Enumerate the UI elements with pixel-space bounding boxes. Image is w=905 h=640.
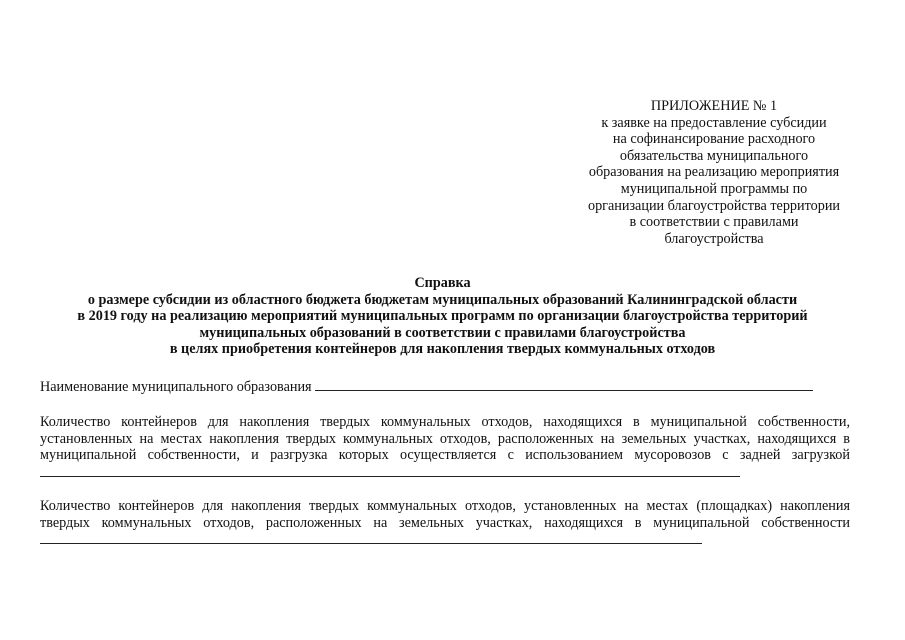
- title-line: о размере субсидии из областного бюджета бюджетам муниципальных образований Калининградской области: [87, 291, 798, 308]
- appendix-header: [564, 98, 864, 247]
- title-line: муниципальных образований в соответствии с правилами благоустройства: [199, 324, 686, 341]
- document-title: [20, 275, 865, 358]
- containers-sites-fill-line[interactable]: [40, 531, 702, 544]
- containers-rear-loading-label: Количество контейнеров для накопления твердых коммунальных отходов, находящихся в муниципальной собственности, установленных на местах накопления твердых коммунальных отходов, расположенных на земельных участках, находящихся в муниципальной собственности, и разгрузка которых осуществляется с использованием мусоровозов с задней загрузкой: [40, 414, 850, 464]
- containers-rear-loading-field: [40, 414, 850, 481]
- containers-rear-loading-fill-line[interactable]: [40, 464, 740, 477]
- appendix-line: организации благоустройства территории: [587, 197, 841, 214]
- municipality-label: Наименование муниципального образования: [40, 379, 312, 395]
- appendix-title: ПРИЛОЖЕНИЕ № 1: [650, 98, 778, 114]
- appendix-line: муниципальной программы по: [620, 180, 808, 197]
- containers-sites-field: [40, 498, 850, 549]
- appendix-line: образования на реализацию мероприятия: [588, 164, 840, 181]
- appendix-line: благоустройства: [664, 230, 764, 247]
- containers-sites-label: Количество контейнеров для накопления твердых коммунальных отходов, установленных на местах (площадках) накопления твердых коммунальных отходов, расположенных на земельных участках, находящихся в муниципальной собственности: [40, 498, 850, 531]
- appendix-line: обязательства муниципального: [619, 147, 809, 164]
- document-heading: Справка: [414, 275, 471, 291]
- municipality-fill-line[interactable]: [315, 378, 813, 391]
- appendix-line: к заявке на предоставление субсидии: [601, 114, 827, 131]
- municipality-field: [40, 378, 850, 396]
- title-line: в целях приобретения контейнеров для накопления твердых коммунальных отходов: [169, 341, 716, 358]
- appendix-line: в соответствии с правилами: [629, 214, 799, 231]
- title-line: в 2019 году на реализацию мероприятий муниципальных программ по организации благоустройства территорий: [77, 308, 808, 325]
- appendix-line: на софинансирование расходного: [612, 131, 816, 148]
